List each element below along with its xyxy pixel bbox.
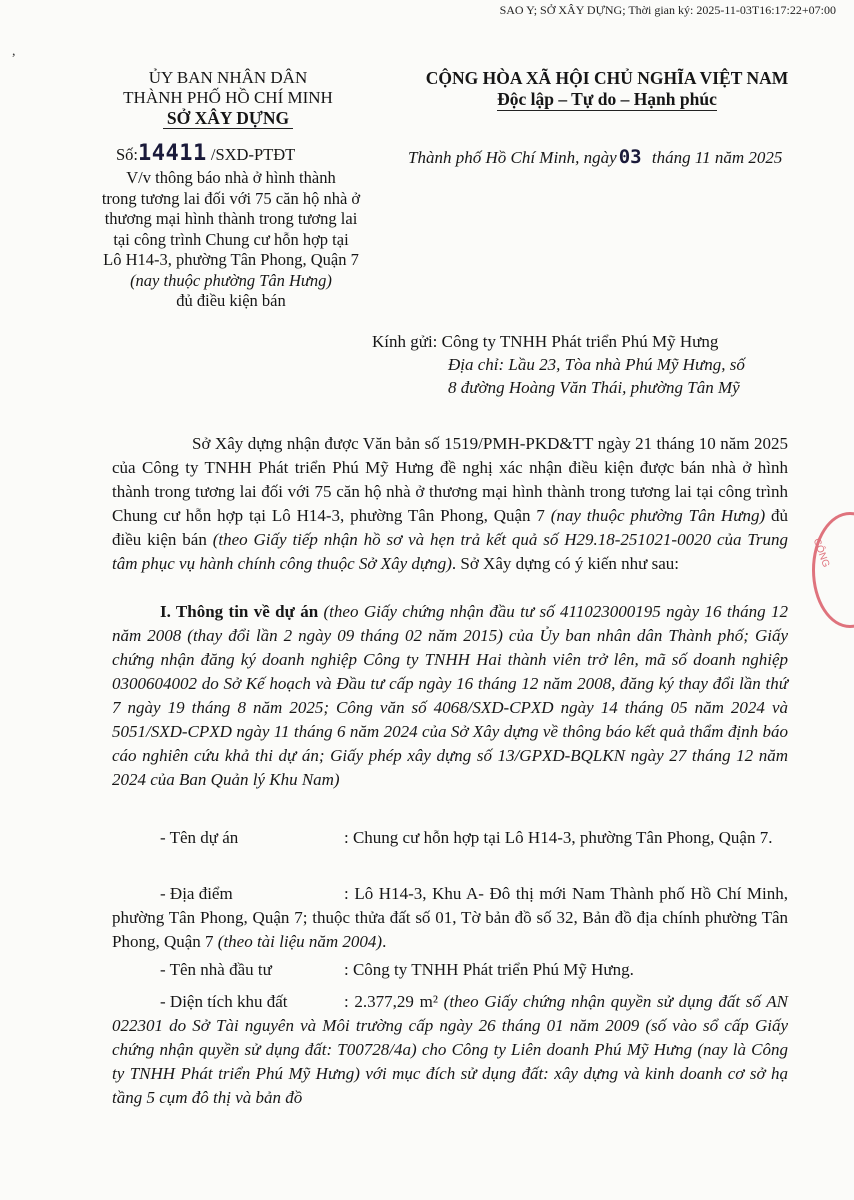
issuer-department: SỞ XÂY DỰNG [78,108,378,130]
document-date: Thành phố Hồ Chí Minh, ngày 03 tháng 11 năm 2025 [408,146,783,168]
paragraph-intro: Sở Xây dựng nhận được Văn bản số 1519/PMH-PKD&TT ngày 21 tháng 10 năm 2025 của Công ty TNHH Phát triển Phú Mỹ Hưng đề nghị xác nhận điều kiện được bán nhà ở hình thành trong tương lai đối với 75 căn hộ nhà ở thương mại hình thành trong tương lai tại công trình Chung cư hỗn hợp tại Lô H14-3, phường Tân Phong, Quận 7 (nay thuộc phường Tân Hưng) đủ điều kiện bán (theo Giấy tiếp nhận hồ sơ và hẹn trả kết quả số H29.18-251021-0020 của Trung tâm phục vụ hành chính công thuộc Sở Xây dựng). Sở Xây dựng có ý kiến như sau: [112,434,789,573]
recipient-address-2: 8 đường Hoàng Văn Thái, phường Tân Mỹ [448,378,740,397]
section-heading: I. Thông tin về dự án [160,602,319,621]
recipient-address-1: Địa chỉ: Lầu 23, Tòa nhà Phú Mỹ Hưng, số [448,355,745,374]
document-number: Số:14411 /SXD-PTĐT [116,141,296,166]
national-motto: Độc lập – Tự do – Hạnh phúc [497,89,717,109]
handwritten-number: 14411 [138,141,207,166]
section-project-info: I. Thông tin về dự án (theo Giấy chứng nhận đầu tư số 411023000195 ngày 16 tháng 12 năm 2008 (thay đổi lần 2 ngày 09 tháng 02 năm 2015) của Ủy ban nhân dân Thành phố; Giấy chứng nhận đăng ký doanh nghiệp Công ty TNHH Hai thành viên trở lên, mã số doanh nghiệp 0300604002 do Sở Kế hoạch và Đầu tư cấp ngày 16 tháng 12 năm 2008, đăng ký thay đổi lần thứ 7 ngày 19 tháng 8 năm 2025; Công văn số 4068/SXD-CPXD ngày 14 tháng 05 năm 2024 và 5051/SXD-CPXD ngày 11 tháng 6 năm 2024 của Sở Xây dựng về thông báo kết quả thẩm định báo cáo nghiên cứu khả thi dự án; Giấy phép xây dựng số 13/GPXD-BQLKN ngày 27 tháng 12 năm 2024 của Ban Quản lý Khu Nam) [112,602,788,789]
recipient-block [372,330,745,399]
item-location: - Địa điểm : Lô H14-3, Khu A- Đô thị mới Nam Thành phố Hồ Chí Minh, phường Tân Phong, Quận 7; thuộc thửa đất số 01, Tờ bản đồ số 32, Bản đồ địa chính phường Tân Phong, Quận 7 (theo tài liệu năm 2004). [112,884,788,951]
recipient-line: Kính gửi: Công ty TNHH Phát triển Phú Mỹ Hưng [372,332,719,351]
margin-mark: , [12,44,16,59]
handwritten-day: 03 [618,146,642,168]
issuer-line-1: ỦY BAN NHÂN DÂN [148,68,308,87]
national-header [402,68,812,110]
digital-signature-stamp: SAO Y; SỞ XÂY DỰNG; Thời gian ký: 2025-11-03T16:17:22+07:00 [499,3,836,17]
item-land-area: - Diện tích khu đất : 2.377,29 m² (theo Giấy chứng nhận quyền sử dụng đất số AN 022301 do Sở Tài nguyên và Môi trường cấp ngày 26 tháng 01 năm 2009 (số vào sổ cấp Giấy chứng nhận quyền sử dụng đất: T00728/4a) cho Công ty Liên doanh Phú Mỹ Hưng (nay là Công ty TNHH Phát triển Phú Mỹ Hưng) với mục đích sử dụng đất: xây dựng và kinh doanh cơ sở hạ tầng 5 cụm đô thị và bản đồ [112,992,788,1107]
red-seal-stamp: CÔNG [812,512,854,628]
national-title: CỘNG HÒA XÃ HỘI CHỦ NGHĨA VIỆT NAM [425,68,789,88]
document-summary: V/v thông báo nhà ở hình thành trong tương lai đối với 75 căn hộ nhà ở thương mại hình thành trong tương lai tại công trình Chung cư hỗn hợp tại Lô H14-3, phường Tân Phong, Quận 7 (nay thuộc phường Tân Hưng) đủ điều kiện bán [101,168,361,310]
item-project-name: - Tên dự án : Chung cư hỗn hợp tại Lô H14-3, phường Tân Phong, Quận 7. [160,828,773,847]
issuer-header [78,68,378,130]
issuer-line-2: THÀNH PHỐ HỒ CHÍ MINH [123,88,333,107]
item-investor: - Tên nhà đầu tư : Công ty TNHH Phát triển Phú Mỹ Hưng. [160,960,634,979]
